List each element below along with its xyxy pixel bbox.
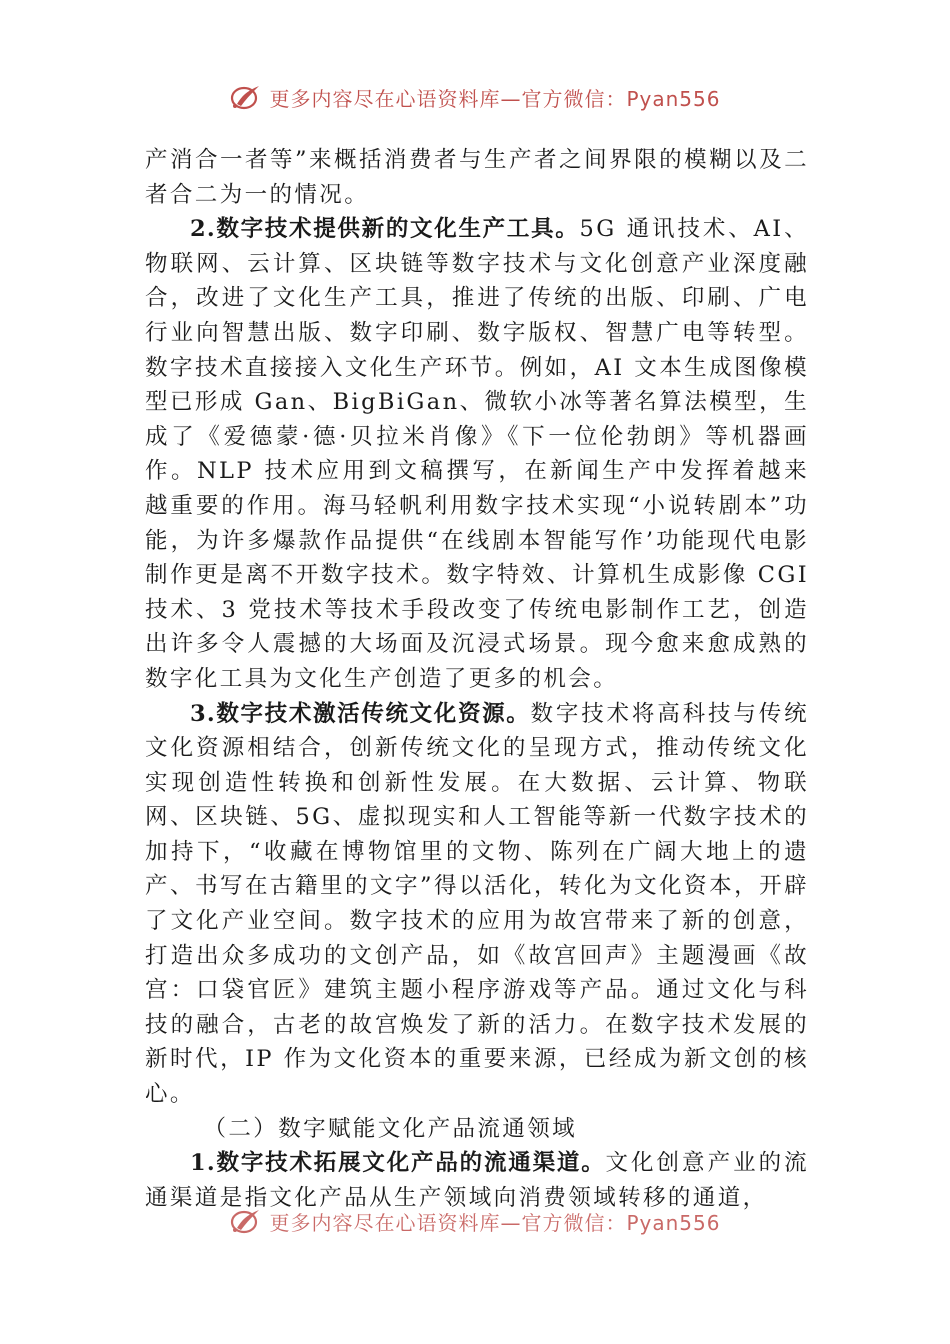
- paragraph-continuation: [145, 143, 809, 212]
- paragraph-text: 文化创意产业的流通渠道是指文化产品从生产领域向消费领域转移的通道，: [145, 1150, 810, 1211]
- brush-logo-icon: [229, 1206, 263, 1236]
- paragraph-heading: 3.数字技术激活传统文化资源。: [190, 700, 531, 727]
- paragraph-heading: 1.数字技术拓展文化产品的流通渠道。: [190, 1150, 606, 1177]
- watermark-text: 更多内容尽在心语资料库—官方微信：Pyan556: [269, 1210, 721, 1235]
- paragraph-production-tools: [145, 212, 809, 696]
- paragraph-heading: 2.数字技术提供新的文化生产工具。: [190, 216, 580, 243]
- paragraph-traditional-resources: [145, 697, 809, 1112]
- document-body: [145, 143, 809, 1215]
- paragraph-text: 5G 通讯技术、AI、物联网、云计算、区块链等数字技术与文化创意产业深度融合，改进了文化生产工具，推进了传统的出版、印刷、广电行业向智慧出版、数字印刷、数字版权、智慧广电等转型。数字技术直接接入文化生产环节。例如，AI 文本生成图像模型已形成 Gan、BigBiGan、微软小冰等著名算法模型，生成了《爱德蒙·德·贝拉米肖像》《下一位伦勃朗》等机器画作。NLP 技术应用到文稿撰写，在新闻生产中发挥着越来越重要的作用。海马轻帆利用数字技术实现“小说转剧本”功能，为许多爆款作品提供“在线剧本智能写作’功能现代电影制作更是离不开数字技术。数字特效、计算机生成影像 CGI 技术、3 党技术等技术手段改变了传统电影制作工艺，创造出许多令人震撼的大场面及沉浸式场景。现今愈来愈成熟的数字化工具为文化生产创造了更多的机会。: [145, 216, 810, 692]
- paragraph-text: 数字技术将高科技与传统文化资源相结合，创新传统文化的呈现方式，推动传统文化实现创造性转换和创新性发展。在大数据、云计算、物联网、区块链、5G、虚拟现实和人工智能等新一代数字技术的加持下，“收藏在博物馆里的文物、陈列在广阔大地上的遗产、书写在古籍里的文字”得以活化，转化为文化资本，开辟了文化产业空间。数字技术的应用为故宫带来了新的创意，打造出众多成功的文创产品，如《故宫回声》主题漫画《故宫：口袋官匠》建筑主题小程序游戏等产品。通过文化与科技的融合，古老的故宫焕发了新的活力。在数字技术发展的新时代，IP 作为文化资本的重要来源，已经成为新文创的核心。: [145, 700, 809, 1108]
- watermark-text: 更多内容尽在心语资料库—官方微信：Pyan556: [269, 86, 721, 111]
- watermark-header: [0, 82, 950, 112]
- brush-logo-icon: [229, 82, 263, 112]
- watermark-footer: [0, 1206, 950, 1236]
- paragraph-text: 产消合一者等”来概括消费者与生产者之间界限的模糊以及二者合二为一的情况。: [145, 147, 809, 208]
- section-title: （二）数字赋能文化产品流通领域: [203, 1115, 578, 1142]
